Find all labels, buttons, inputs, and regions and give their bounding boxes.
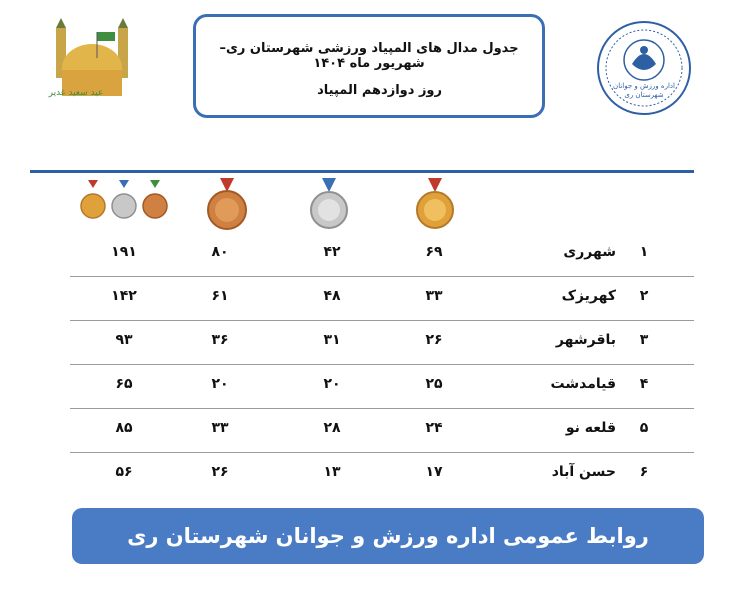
city-cell: قیامدشت bbox=[550, 376, 616, 392]
table-row bbox=[70, 320, 694, 365]
rank-cell: ۱ bbox=[639, 244, 649, 260]
silver-medal-icon bbox=[308, 178, 350, 230]
silver-cell: ۴۸ bbox=[323, 288, 341, 304]
city-cell: باقرشهر bbox=[555, 332, 616, 348]
total-medals-icon bbox=[80, 180, 168, 220]
bronze-cell: ۳۳ bbox=[211, 420, 229, 436]
gold-cell: ۲۴ bbox=[425, 420, 443, 436]
gold-medal-icon bbox=[414, 178, 456, 230]
footer-banner: روابط عمومی اداره ورزش و جوانان شهرستان ری bbox=[72, 508, 704, 564]
logo-left-text: عید سعید غدیر bbox=[48, 88, 104, 98]
title-line2: روز دوازدهم المپیاد bbox=[317, 83, 442, 98]
silver-cell: ۱۳ bbox=[323, 464, 341, 480]
total-cell: ۱۴۲ bbox=[111, 288, 137, 304]
city-cell: حسن آباد bbox=[551, 464, 616, 480]
rank-cell: ۴ bbox=[639, 376, 649, 392]
table-row bbox=[70, 452, 694, 496]
total-cell: ۱۹۱ bbox=[111, 244, 137, 260]
org-logo-text: اداره ورزش و جوانان شهرستان ری bbox=[613, 82, 675, 99]
total-cell: ۵۶ bbox=[115, 464, 133, 480]
city-cell: کهریزک bbox=[561, 288, 616, 304]
gold-cell: ۳۳ bbox=[425, 288, 443, 304]
gold-cell: ۲۵ bbox=[425, 376, 443, 392]
gold-cell: ۱۷ bbox=[425, 464, 443, 480]
shrine-logo bbox=[42, 18, 142, 118]
bronze-cell: ۲۰ bbox=[211, 376, 229, 392]
total-cell: ۸۵ bbox=[115, 420, 133, 436]
silver-cell: ۳۱ bbox=[323, 332, 341, 348]
city-cell: شهرری bbox=[563, 244, 616, 260]
silver-cell: ۴۲ bbox=[323, 244, 341, 260]
title-box bbox=[193, 14, 545, 118]
total-cell: ۹۳ bbox=[115, 332, 133, 348]
top-rule bbox=[30, 170, 694, 173]
org-logo bbox=[596, 20, 692, 116]
title-line1: جدول مدال های المپیاد ورزشی شهرستان ری–شهریور ماه ۱۴۰۴ bbox=[219, 41, 519, 71]
silver-cell: ۲۸ bbox=[323, 420, 341, 436]
gold-cell: ۶۹ bbox=[425, 244, 443, 260]
bronze-cell: ۳۶ bbox=[211, 332, 229, 348]
rank-cell: ۳ bbox=[639, 332, 649, 348]
table-row bbox=[70, 408, 694, 453]
bronze-cell: ۲۶ bbox=[211, 464, 229, 480]
bronze-cell: ۶۱ bbox=[211, 288, 229, 304]
table-row bbox=[70, 364, 694, 409]
bronze-cell: ۸۰ bbox=[211, 244, 229, 260]
bronze-medal-icon bbox=[204, 178, 250, 230]
rank-cell: ۶ bbox=[639, 464, 649, 480]
table-row bbox=[70, 232, 694, 277]
rank-cell: ۵ bbox=[639, 420, 649, 436]
silver-cell: ۲۰ bbox=[323, 376, 341, 392]
table-row bbox=[70, 276, 694, 321]
rank-cell: ۲ bbox=[639, 288, 649, 304]
total-cell: ۶۵ bbox=[115, 376, 133, 392]
city-cell: قلعه نو bbox=[565, 420, 616, 436]
gold-cell: ۲۶ bbox=[425, 332, 443, 348]
